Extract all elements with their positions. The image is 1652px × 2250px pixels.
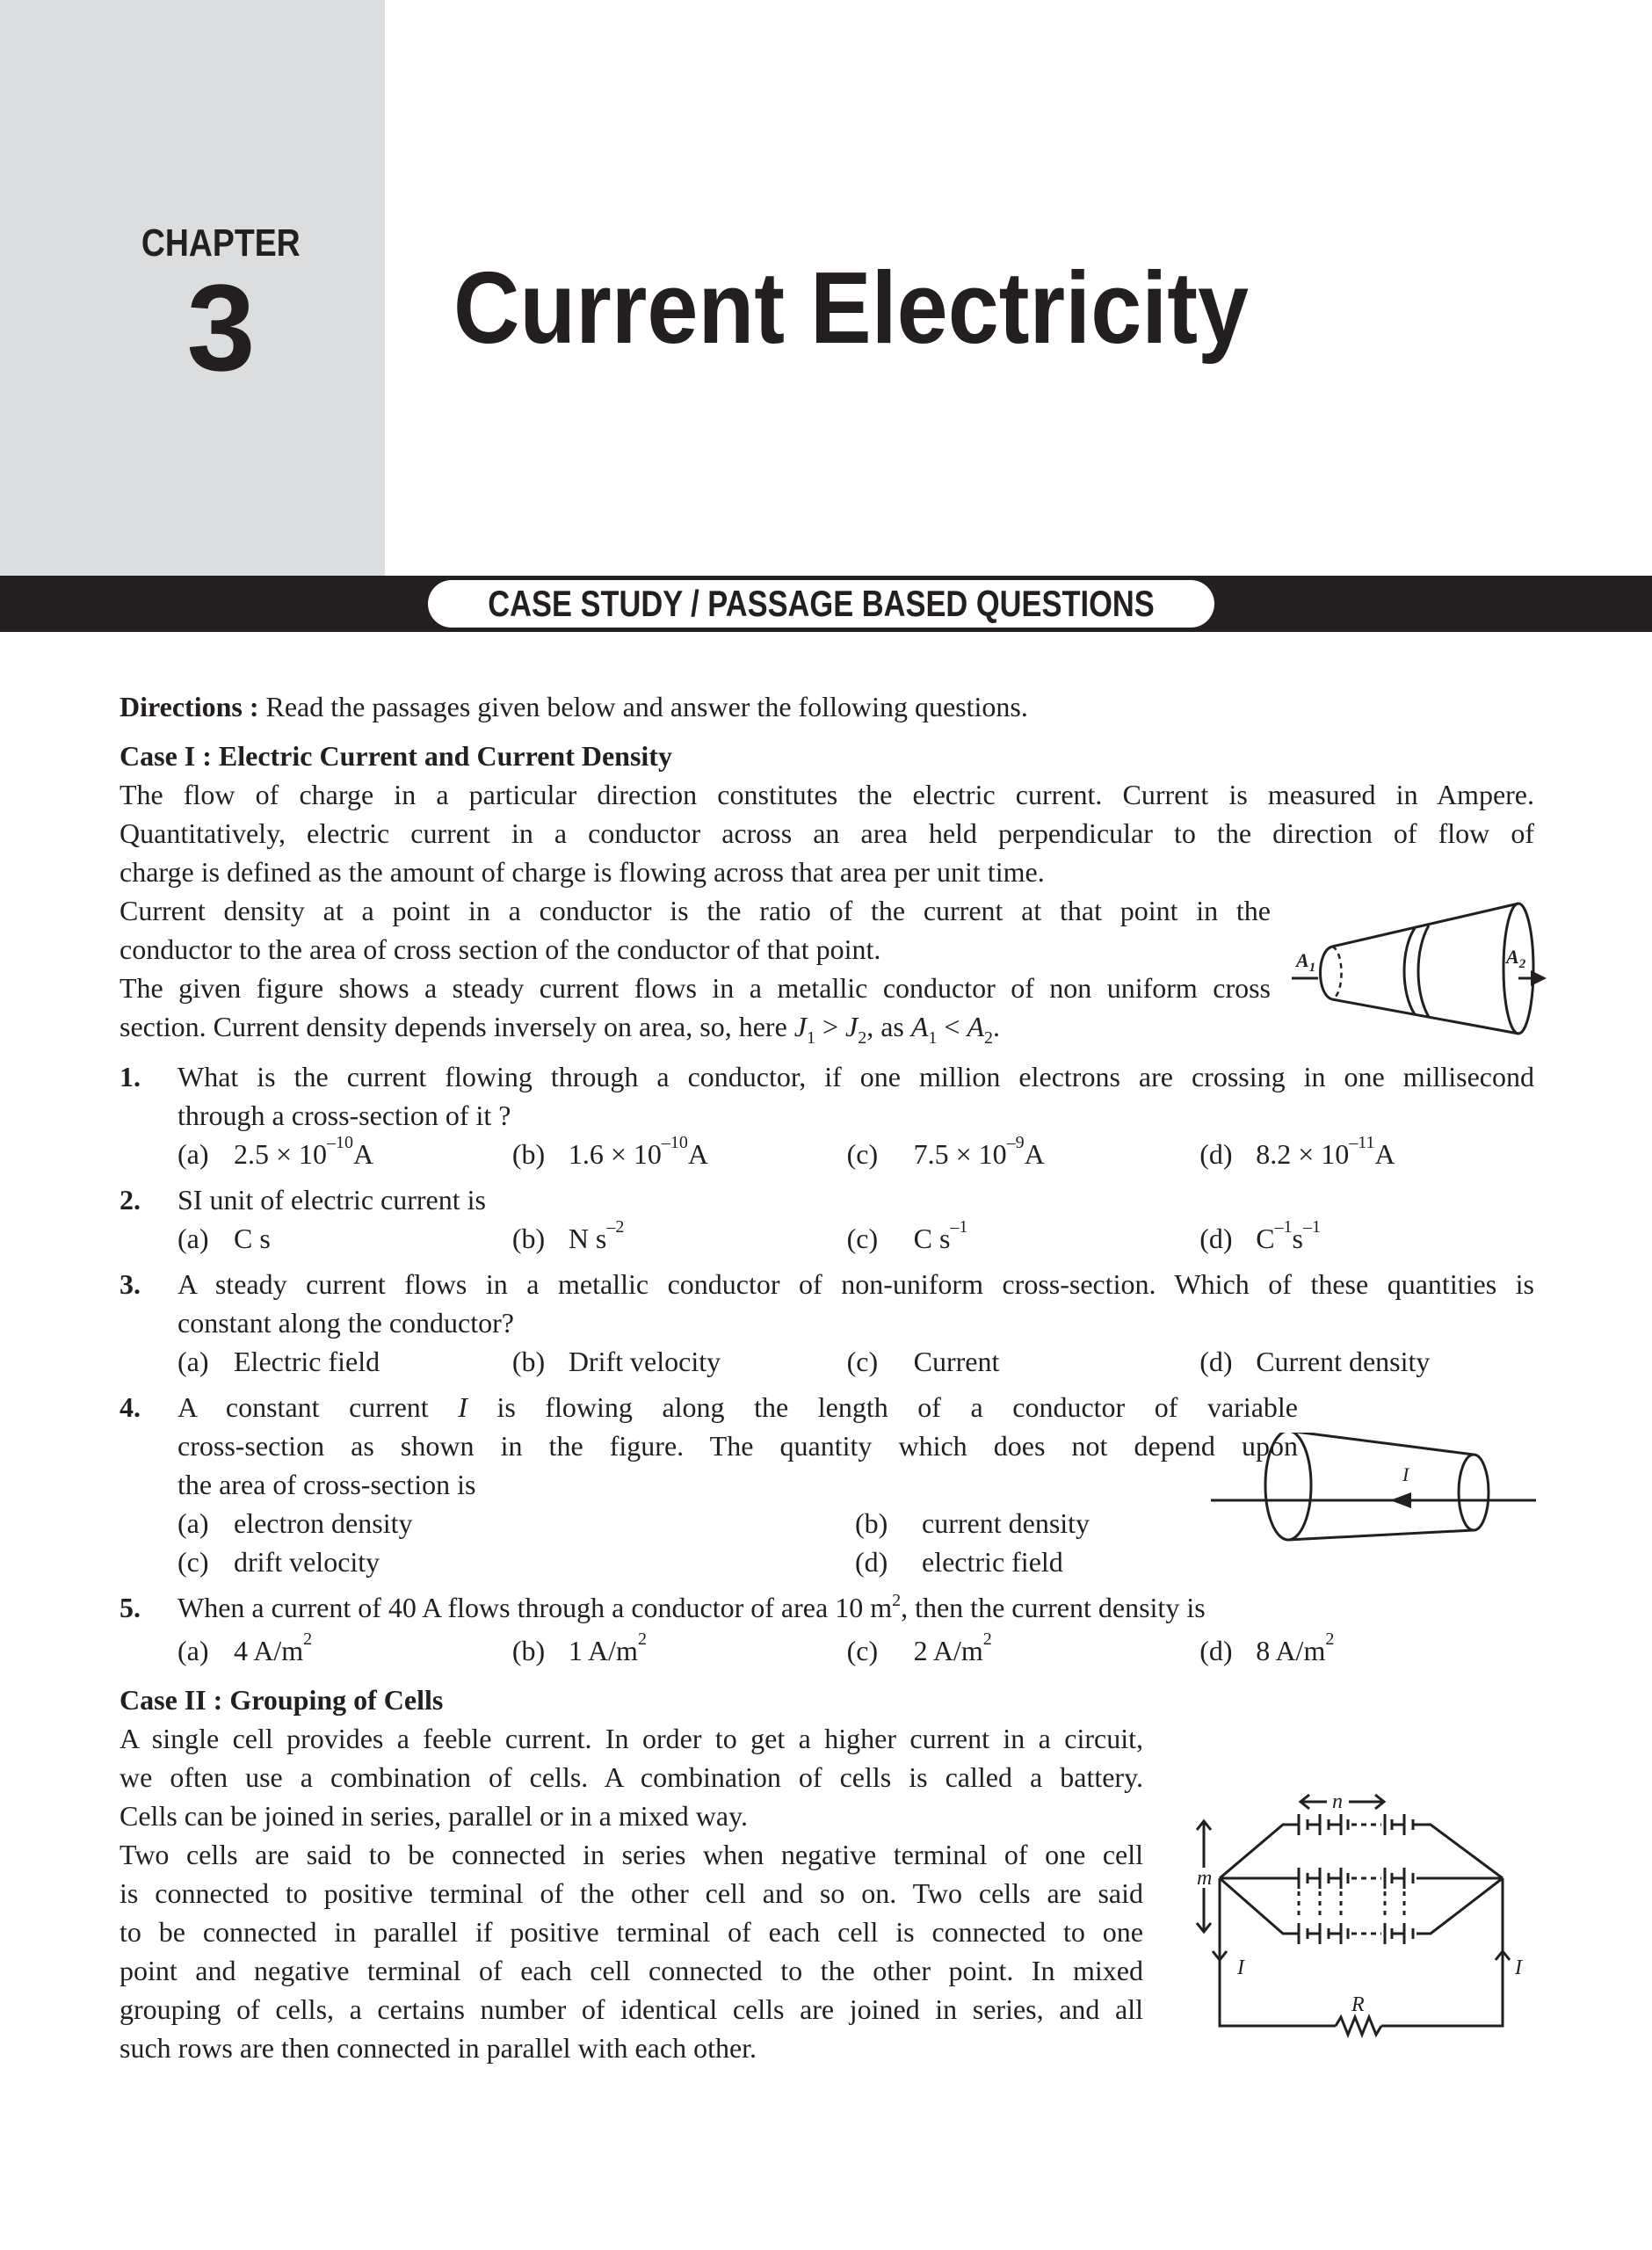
current-direction-arrow-icon xyxy=(1390,1492,1411,1508)
cell-rows xyxy=(1299,1814,1417,1944)
question-text: SI unit of electric current is xyxy=(178,1184,486,1216)
option-a[interactable]: (a) C s xyxy=(178,1223,271,1254)
option-b[interactable]: (b) current density xyxy=(855,1507,1090,1539)
top-row-wire-left xyxy=(1220,1825,1299,1878)
question-text: through a cross-section of it ? xyxy=(178,1100,511,1131)
chapter-title: Current Electricity xyxy=(453,250,1250,365)
section-band-title xyxy=(428,580,1214,628)
question-text: What is the current flowing through a conductor, if one million electrons are crossing in one millisecond xyxy=(178,1061,1534,1092)
question-2-options xyxy=(120,1219,1534,1258)
variable-conductor-figure xyxy=(1207,1433,1541,1564)
case2-heading: Case II : Grouping of Cells xyxy=(120,1684,444,1716)
option-d[interactable]: (d) C $^{-1}$ s $^{-1}$ xyxy=(1199,1217,1321,1254)
cell-grouping-circuit-figure xyxy=(1186,1784,1538,2048)
conductor-left-end xyxy=(1265,1433,1311,1540)
case1-line: Quantitatively, electric current in a conductor across an area held perpendicular to the direction of flow of xyxy=(120,817,1534,849)
current-arrow-icon xyxy=(1531,970,1547,986)
label-current: I xyxy=(1402,1463,1409,1485)
question-number: 5. xyxy=(120,1592,141,1623)
case1-line: charge is defined as the amount of charge is flowing across that area per unit time. xyxy=(120,856,1045,888)
question-1-options xyxy=(120,1135,1534,1173)
bottom-row-wire-right xyxy=(1417,1878,1503,1934)
option-c[interactable]: (c) Current xyxy=(846,1346,1000,1377)
resistor-icon xyxy=(1336,2017,1381,2035)
case2-line: we often use a combination of cells. A combination of cells is called a battery. xyxy=(120,1761,1143,1793)
question-text: A steady current flows in a metallic conductor of non-uniform cross-section. Which of these quantities is xyxy=(178,1268,1534,1300)
question-5 xyxy=(120,1588,1534,1631)
conductor-cone-figure xyxy=(1292,896,1547,1037)
case2-line: grouping of cells, a certains number of identical cells are joined in series, and all xyxy=(120,1993,1143,2025)
label-a1: $A_1$ xyxy=(1296,949,1316,975)
label-m: m xyxy=(1197,1867,1213,1890)
option-a[interactable]: (a) Electric field xyxy=(178,1346,380,1377)
cell-row-middle xyxy=(1299,1868,1413,1889)
conductor-top-edge xyxy=(1288,1433,1474,1455)
question-2 xyxy=(120,1180,1534,1219)
question-text: When a current of 40 A flows through a conductor of area 10 $m^2$, then the current density is xyxy=(178,1591,1206,1623)
case2-line: is connected to positive terminal of the other cell and so on. Two cells are said xyxy=(120,1877,1143,1909)
case2-line: to be connected in parallel if positive terminal of each cell is connected to one xyxy=(120,1916,1143,1948)
case1-line: The flow of charge in a particular direction constitutes the electric current. Current is measured in Ampere. xyxy=(120,779,1534,810)
option-b[interactable]: (b) 1 A/m $^2$ xyxy=(511,1629,647,1666)
cone-slice-2 xyxy=(1418,925,1429,1017)
option-c[interactable]: (c) drift velocity xyxy=(178,1546,380,1578)
label-resistor: R xyxy=(1351,1993,1365,2016)
question-number: 4. xyxy=(120,1391,141,1423)
question-text: constant along the conductor? xyxy=(178,1307,514,1339)
case1-line: conductor to the area of cross section of the conductor of that point. xyxy=(120,933,881,965)
directions xyxy=(120,687,1534,726)
case1-line: The given figure shows a steady current flows in a metallic conductor of non uniform cross xyxy=(120,972,1271,1004)
label-a2: $A_2$ xyxy=(1506,946,1526,971)
section-band-label: CASE STUDY / PASSAGE BASED QUESTIONS xyxy=(488,583,1155,624)
question-text: cross-section as shown in the figure. The quantity which does not depend upon xyxy=(178,1430,1298,1462)
chapter-number: 3 xyxy=(186,258,256,396)
option-a[interactable]: (a) 2.5 × 10 $^{-10}$ A xyxy=(178,1133,374,1170)
cell-row-top xyxy=(1299,1814,1417,1835)
option-a[interactable]: (a) electron density xyxy=(178,1507,413,1539)
option-c[interactable]: (c) C s $^{-1}$ xyxy=(846,1217,968,1254)
case2-line: Two cells are said to be connected in series when negative terminal of one cell xyxy=(120,1839,1143,1870)
outer-wire-left xyxy=(1220,1878,1336,2026)
top-row-wire-right xyxy=(1417,1825,1503,1878)
case2-line: such rows are then connected in parallel with each other. xyxy=(120,2032,757,2064)
question-number: 2. xyxy=(120,1184,141,1216)
case2-line: point and negative terminal of each cell connected to the other point. In mixed xyxy=(120,1955,1143,1986)
option-d[interactable]: (d) Current density xyxy=(1199,1346,1431,1377)
cone-left-end xyxy=(1321,947,1333,999)
case1-line: Current density at a point in a conductor is the ratio of the current at that point in the xyxy=(120,895,1271,926)
bottom-row-wire-left xyxy=(1220,1878,1299,1934)
question-5-options xyxy=(120,1631,1534,1670)
label-current-left: I xyxy=(1237,1956,1244,1979)
option-b[interactable]: (b) N s $^{-2}$ xyxy=(511,1217,625,1254)
cone-left-end-hidden xyxy=(1332,947,1342,999)
option-b[interactable]: (b) 1.6 × 10 $^{-10}$ A xyxy=(511,1133,708,1170)
outer-wire-right xyxy=(1381,1878,1503,2026)
question-3 xyxy=(120,1265,1534,1342)
directions-text: Read the passages given below and answer the following questions. xyxy=(258,691,1028,722)
question-text: the area of cross-section is xyxy=(178,1469,476,1500)
option-c[interactable]: (c) 7.5 × 10 $^{-9}$ A xyxy=(846,1133,1045,1170)
question-text: A constant current I is flowing along the length of a conductor of variable xyxy=(178,1391,1299,1423)
cone-slice-1 xyxy=(1404,928,1415,1014)
chapter-label: CHAPTER xyxy=(141,221,301,265)
case2-line: A single cell provides a feeble current. In order to get a higher current in a circuit, xyxy=(120,1723,1143,1754)
conductor-right-end xyxy=(1459,1455,1489,1530)
case1-heading: Case I : Electric Current and Current Density xyxy=(120,740,672,772)
option-b[interactable]: (b) Drift velocity xyxy=(511,1346,721,1377)
option-d[interactable]: (d) 8.2 × 10 $^{-11}$ A xyxy=(1199,1133,1395,1170)
label-current-right: I xyxy=(1515,1956,1522,1979)
question-number: 3. xyxy=(120,1268,141,1300)
option-d[interactable]: (d) electric field xyxy=(855,1546,1063,1578)
option-d[interactable]: (d) 8 A/m $^2$ xyxy=(1199,1629,1335,1666)
conductor-bottom-edge xyxy=(1288,1530,1474,1540)
case2-line: Cells can be joined in series, parallel or in a mixed way. xyxy=(120,1800,749,1832)
directions-label: Directions : xyxy=(120,691,259,722)
option-c[interactable]: (c) 2 A/m $^2$ xyxy=(846,1629,992,1666)
label-n: n xyxy=(1332,1790,1343,1813)
cone-top-edge xyxy=(1332,904,1518,947)
question-3-options xyxy=(120,1342,1534,1381)
cell-row-bottom xyxy=(1299,1923,1413,1944)
cone-bottom-edge xyxy=(1332,999,1518,1034)
case1-line-last: section. Current density depends inversely on area, so, here $J_1 > J_2$, as $A_1 < A_2$. xyxy=(120,1011,1001,1048)
question-number: 1. xyxy=(120,1061,141,1092)
cell-row-dotted-connectors xyxy=(1299,1891,1404,1920)
option-a[interactable]: (a) 4 A/m $^2$ xyxy=(178,1629,313,1666)
case2-passage xyxy=(120,1719,1143,2067)
